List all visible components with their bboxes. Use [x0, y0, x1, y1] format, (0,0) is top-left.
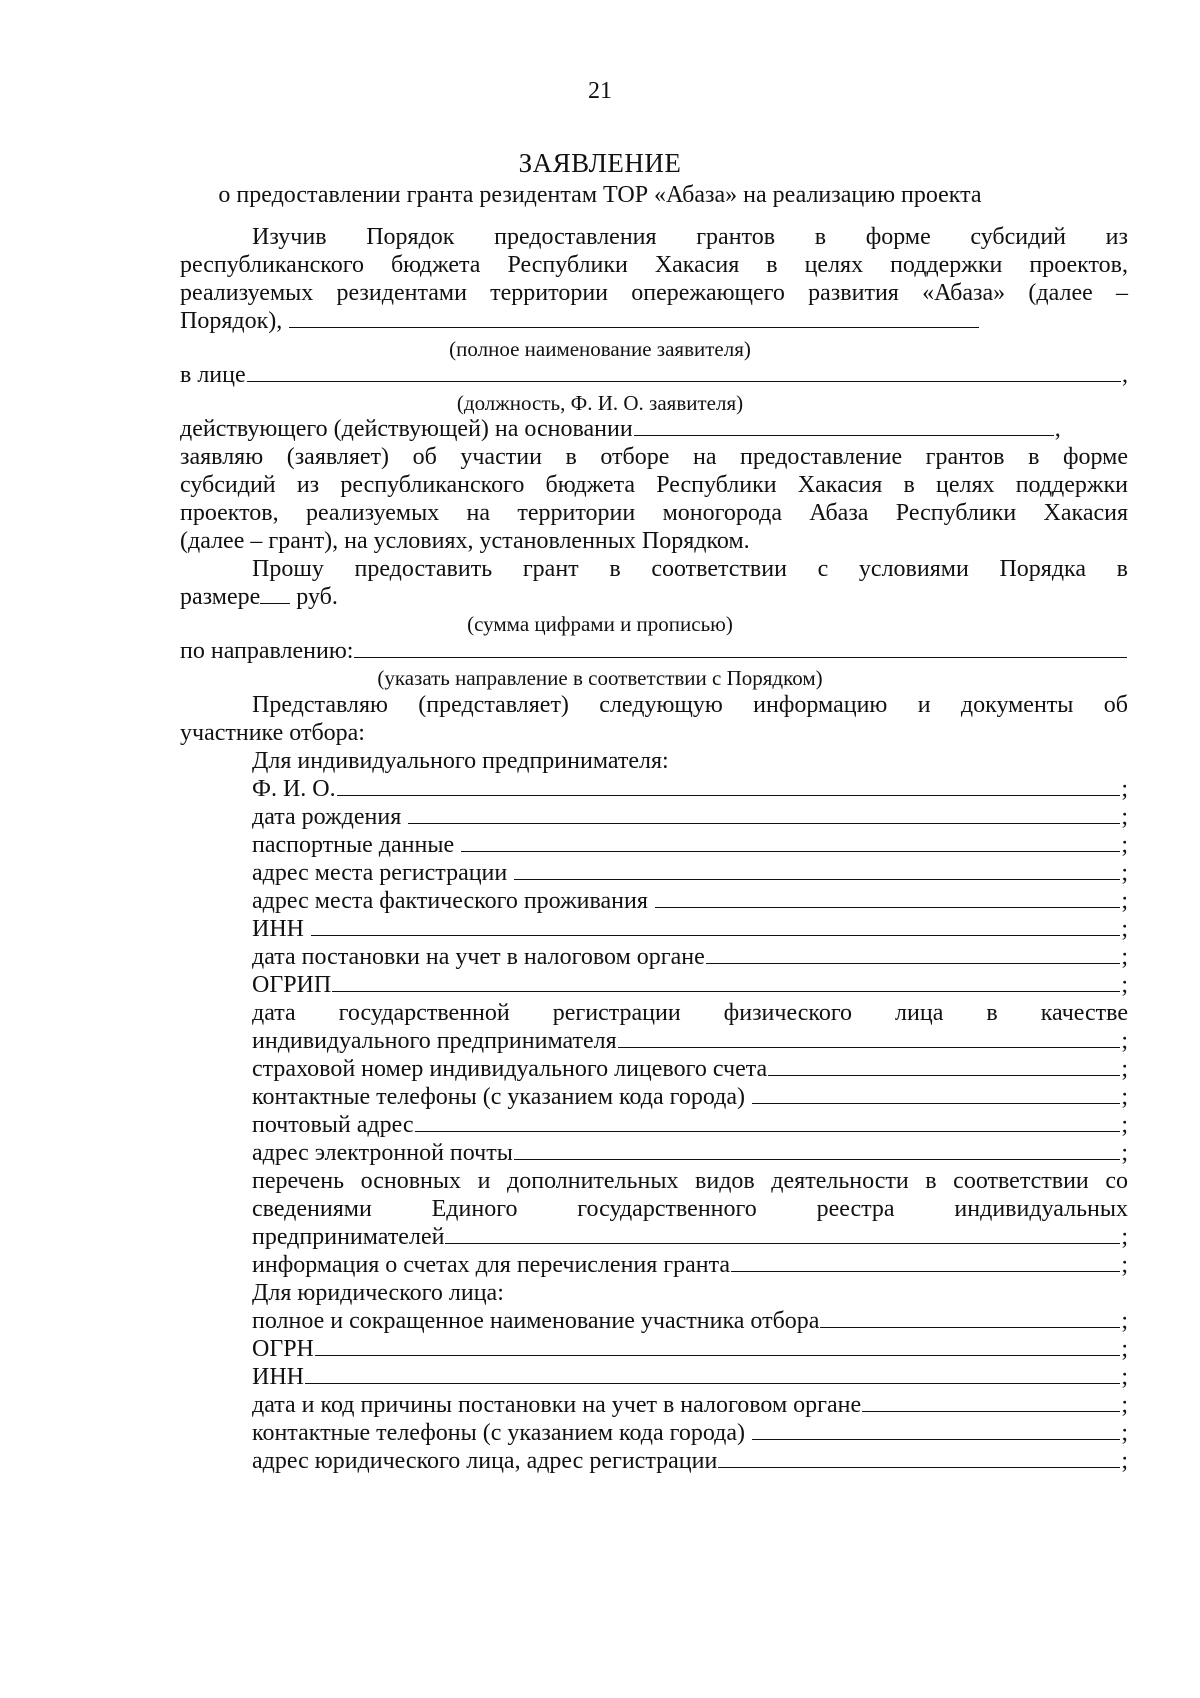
semicolon: ;: [1121, 1448, 1128, 1474]
ip-registration-line: дата государственной регистрации физического лица в качестве: [252, 1000, 1128, 1026]
direction-row: [180, 636, 1128, 666]
ul-field-row: [252, 1334, 1128, 1364]
document-title: ЗАЯВЛЕНИЕ: [518, 148, 682, 178]
semicolon: ;: [1121, 1420, 1128, 1446]
present-line: Представляю (представляет) следующую информацию и документы об: [252, 692, 1128, 718]
note-amount: (сумма цифрами и прописью): [467, 612, 733, 636]
semicolon: ;: [1121, 1364, 1128, 1390]
ip-field-row: [252, 830, 1128, 860]
ip-field-row: [252, 1222, 1128, 1252]
semicolon: ;: [1121, 888, 1128, 914]
ul-field-row: [252, 1362, 1128, 1392]
acting-basis-label: действующего (действующей) на основании: [180, 416, 633, 442]
semicolon: ;: [1121, 972, 1128, 998]
comma: ,: [1054, 416, 1061, 442]
ip-field-row: [252, 886, 1128, 916]
field-input[interactable]: [768, 1054, 1120, 1076]
field-input[interactable]: [618, 1026, 1121, 1048]
page-number: 21: [588, 78, 612, 104]
field-input[interactable]: [862, 1390, 1120, 1412]
ul-field-row: [252, 1418, 1128, 1448]
field-input[interactable]: [718, 1446, 1120, 1468]
semicolon: ;: [1121, 1252, 1128, 1278]
field-input[interactable]: [332, 970, 1120, 992]
field-input[interactable]: [752, 1082, 1120, 1104]
intro-line: республиканского бюджета Республики Хакасия в целях поддержки проектов,: [180, 252, 1128, 278]
amount-label: размере: [180, 584, 261, 610]
field-label: ИНН: [252, 1364, 304, 1390]
field-label: ОГРИП: [252, 972, 332, 998]
field-label: паспортные данные: [252, 832, 455, 858]
field-label: Ф. И. О.: [252, 776, 336, 802]
declare-last-line: (далее – грант), на условиях, установленных Порядком.: [180, 528, 750, 554]
ip-activity-line: перечень основных и дополнительных видов деятельности в соответствии со: [252, 1168, 1128, 1194]
ip-field-row: [252, 1250, 1128, 1280]
field-input[interactable]: [461, 830, 1120, 852]
semicolon: ;: [1121, 1028, 1128, 1054]
declare-line: заявляю (заявляет) об участии в отборе на предоставление грантов в форме: [180, 444, 1128, 470]
field-label: адрес места регистрации: [252, 860, 508, 886]
applicant-person-field[interactable]: [247, 360, 1121, 382]
present-last-line: участнике отбора:: [180, 720, 365, 746]
ip-field-row: [252, 1138, 1128, 1168]
field-label: дата рождения: [252, 804, 402, 830]
note-applicant: (полное наименование заявителя): [449, 337, 751, 361]
semicolon: ;: [1121, 944, 1128, 970]
note-position: (должность, Ф. И. О. заявителя): [456, 391, 744, 415]
comma: ,: [1122, 362, 1128, 388]
ul-field-row: [252, 1446, 1128, 1476]
field-label: адрес юридического лица, адрес регистрации: [252, 1448, 718, 1474]
acting-basis-row: [180, 414, 1128, 444]
ip-field-row: [252, 1026, 1128, 1056]
amount-row: [180, 582, 1128, 612]
ip-field-row: [252, 1082, 1128, 1112]
semicolon: ;: [1121, 1224, 1128, 1250]
field-label: предпринимателей: [252, 1224, 445, 1250]
ip-field-row: [252, 802, 1128, 832]
semicolon: ;: [1121, 1112, 1128, 1138]
acting-basis-field[interactable]: [634, 414, 1054, 436]
applicant-name-field[interactable]: [289, 306, 979, 328]
field-input[interactable]: [752, 1418, 1120, 1440]
field-label: контактные телефоны (с указанием кода города): [252, 1084, 746, 1110]
declare-line: субсидий из республиканского бюджета Республики Хакасия в целях поддержки: [180, 472, 1128, 498]
field-input[interactable]: [415, 1110, 1121, 1132]
ul-heading: Для юридического лица:: [252, 1280, 504, 1306]
field-input[interactable]: [514, 1138, 1121, 1160]
field-input[interactable]: [408, 802, 1120, 824]
amount-unit: руб.: [296, 584, 338, 610]
in-person-row: [180, 360, 1128, 390]
amount-field[interactable]: [260, 582, 290, 604]
semicolon: ;: [1121, 916, 1128, 942]
applicant-name-row: [180, 306, 980, 336]
semicolon: ;: [1121, 860, 1128, 886]
semicolon: ;: [1121, 1140, 1128, 1166]
ul-field-row: [252, 1390, 1128, 1420]
field-input[interactable]: [445, 1222, 1120, 1244]
field-input[interactable]: [305, 1362, 1120, 1384]
field-label: дата и код причины постановки на учет в налоговом органе: [252, 1392, 862, 1418]
field-input[interactable]: [706, 942, 1121, 964]
field-label: полное и сокращенное наименование участника отбора: [252, 1308, 820, 1334]
intro-line: Изучив Порядок предоставления грантов в форме субсидий из: [252, 224, 1128, 250]
field-label: адрес места фактического проживания: [252, 888, 648, 914]
ul-field-row: [252, 1306, 1128, 1336]
document-subtitle: о предоставлении гранта резидентам ТОР «Абаза» на реализацию проекта: [218, 182, 982, 208]
ip-field-row: [252, 970, 1128, 1000]
field-input[interactable]: [315, 1334, 1120, 1356]
note-direction: (указать направление в соответствии с Порядком): [377, 666, 823, 690]
semicolon: ;: [1121, 1084, 1128, 1110]
field-label: ИНН: [252, 916, 304, 942]
declare-line: проектов, реализуемых на территории моногорода Абаза Республики Хакасия: [180, 500, 1128, 526]
ip-field-row: [252, 1110, 1128, 1140]
semicolon: ;: [1121, 1336, 1128, 1362]
ip-field-row: [252, 914, 1128, 944]
semicolon: ;: [1121, 832, 1128, 858]
field-input[interactable]: [655, 886, 1120, 908]
field-input[interactable]: [514, 858, 1120, 880]
field-label: почтовый адрес: [252, 1112, 414, 1138]
request-line: Прошу предоставить грант в соответствии с условиями Порядка в: [252, 556, 1128, 582]
semicolon: ;: [1121, 1392, 1128, 1418]
field-label: дата постановки на учет в налоговом органе: [252, 944, 705, 970]
ip-field-row: [252, 858, 1128, 888]
ip-field-row: [252, 774, 1128, 804]
intro-line: реализуемых резидентами территории опережающего развития «Абаза» (далее –: [180, 280, 1128, 306]
in-person-label: в лице: [180, 362, 246, 388]
field-label: ОГРН: [252, 1336, 314, 1362]
semicolon: ;: [1121, 1308, 1128, 1334]
semicolon: ;: [1121, 1056, 1128, 1082]
intro-last-line: Порядок),: [180, 308, 283, 334]
ip-activity-line: сведениями Единого государственного реестра индивидуальных: [252, 1196, 1128, 1222]
ip-field-row: [252, 1054, 1128, 1084]
semicolon: ;: [1121, 804, 1128, 830]
field-label: контактные телефоны (с указанием кода города): [252, 1420, 746, 1446]
field-label: индивидуального предпринимателя: [252, 1028, 617, 1054]
direction-label: по направлению:: [180, 638, 354, 664]
semicolon: ;: [1121, 776, 1128, 802]
field-label: информация о счетах для перечисления гранта: [252, 1252, 731, 1278]
direction-field[interactable]: [354, 636, 1127, 658]
ip-field-row: [252, 942, 1128, 972]
field-input[interactable]: [820, 1306, 1120, 1328]
field-input[interactable]: [337, 774, 1121, 796]
field-label: страховой номер индивидуального лицевого счета: [252, 1056, 768, 1082]
ip-heading: Для индивидуального предпринимателя:: [252, 748, 669, 774]
field-input[interactable]: [311, 914, 1120, 936]
field-input[interactable]: [731, 1250, 1120, 1272]
field-label: адрес электронной почты: [252, 1140, 513, 1166]
